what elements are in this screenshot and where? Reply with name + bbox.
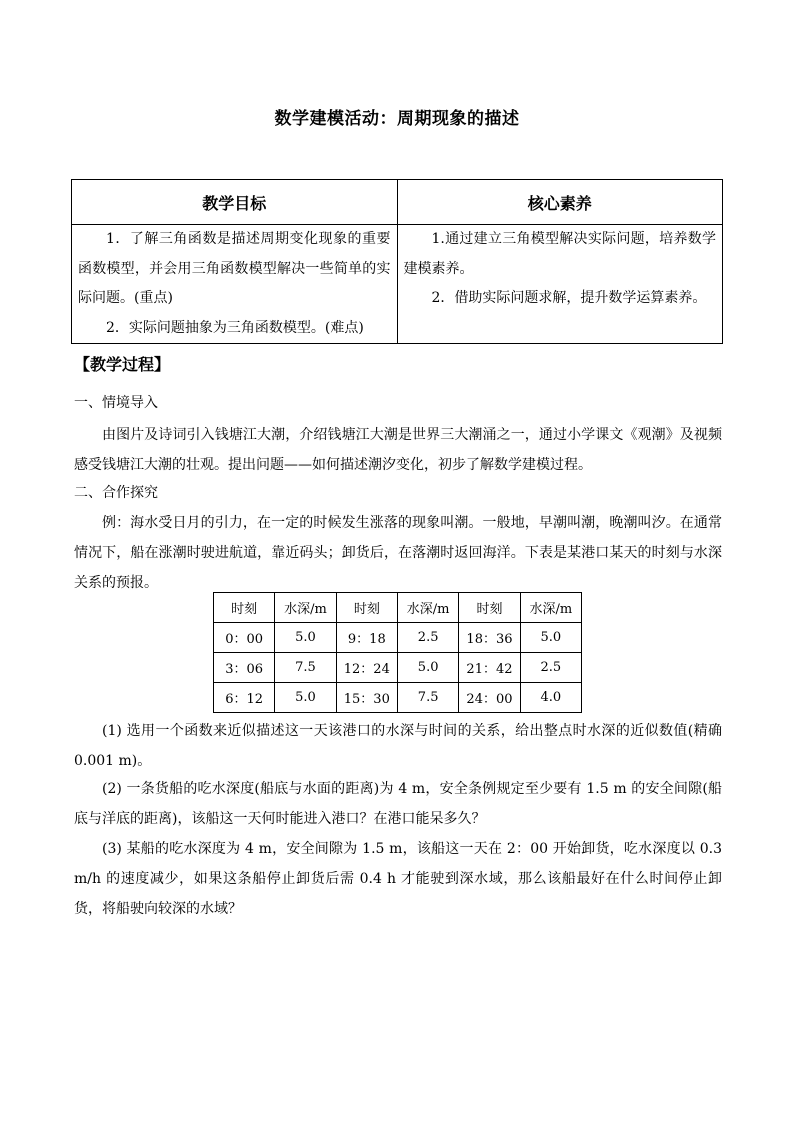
tide-cell: 7.5 bbox=[397, 683, 458, 713]
table-row bbox=[214, 623, 582, 653]
tide-cell: 9：18 bbox=[336, 623, 397, 653]
tide-header-cell: 水深/m bbox=[520, 593, 581, 623]
page-title: 数学建模活动：周期现象的描述 bbox=[274, 109, 520, 129]
tide-header-cell: 水深/m bbox=[275, 593, 336, 623]
tide-cell: 5.0 bbox=[275, 683, 336, 713]
teaching-goal-item: 2．实际问题抽象为三角函数模型。(难点) bbox=[106, 319, 364, 336]
goals-header-right: 核心素养 bbox=[397, 180, 723, 225]
tide-table bbox=[213, 592, 582, 713]
example-text: 例：海水受日月的引力，在一定的时候发生涨落的现象叫潮。一般地，早潮叫潮，晚潮叫汐。在通常情况下，船在涨潮时驶进航道，靠近码头；卸货后，在落潮时返回海洋。下表是某港口某天的时刻与水深关系的预报。 bbox=[74, 515, 722, 591]
teaching-goals-cell bbox=[72, 225, 398, 344]
tide-cell: 2.5 bbox=[520, 653, 581, 683]
core-literacy-item: 2．借助实际问题求解，提升数学运算素养。 bbox=[431, 290, 707, 306]
tide-cell: 15：30 bbox=[336, 683, 397, 713]
section1-text: 由图片及诗词引入钱塘江大潮，介绍钱塘江大潮是世界三大潮涌之一，通过小学课文《观潮》及视频感受钱塘江大潮的壮观。提出问题——如何描述潮汐变化，初步了解数学建模过程。 bbox=[74, 427, 722, 473]
tide-cell: 5.0 bbox=[520, 623, 581, 653]
tide-header-cell: 时刻 bbox=[214, 593, 275, 623]
core-literacy-item: 1.通过建立三角模型解决实际问题，培养数学建模素养。 bbox=[403, 231, 716, 277]
tide-cell: 24：00 bbox=[459, 683, 520, 713]
tide-header-cell: 时刻 bbox=[459, 593, 520, 623]
tide-header-cell: 水深/m bbox=[397, 593, 458, 623]
tide-cell: 7.5 bbox=[275, 653, 336, 683]
table-row bbox=[214, 683, 582, 713]
tide-cell: 5.0 bbox=[275, 623, 336, 653]
section1-heading: 一、情境导入 bbox=[74, 395, 158, 411]
tide-table-header-row bbox=[214, 593, 582, 623]
tide-cell: 18：36 bbox=[459, 623, 520, 653]
table-row bbox=[214, 653, 582, 683]
tide-cell: 12：24 bbox=[336, 653, 397, 683]
tide-cell: 21：42 bbox=[459, 653, 520, 683]
core-literacy-cell bbox=[397, 225, 723, 344]
tide-cell: 2.5 bbox=[397, 623, 458, 653]
tide-cell: 3：06 bbox=[214, 653, 275, 683]
process-heading: 【教学过程】 bbox=[74, 355, 171, 374]
question-1: (1) 选用一个函数来近似描述这一天该港口的水深与时间的关系，给出整点时水深的近似数值(精确 0.001 m)。 bbox=[74, 723, 722, 769]
goals-header-left: 教学目标 bbox=[72, 180, 398, 225]
tide-cell: 5.0 bbox=[397, 653, 458, 683]
tide-cell: 4.0 bbox=[520, 683, 581, 713]
goals-table bbox=[71, 179, 723, 344]
teaching-goal-item: 1．了解三角函数是描述周期变化现象的重要函数模型，并会用三角函数模型解决一些简单的实际问题。(重点) bbox=[78, 231, 391, 306]
question-3: (3) 某船的吃水深度为 4 m，安全间隙为 1.5 m，该船这一天在 2：00 开始卸货，吃水深度以 0.3 m/h 的速度减少，如果这条船停止卸货后需 0.4 h 才能驶到深水域，那么该船最好在什么时间停止卸货，将船驶向较深的水域？ bbox=[74, 841, 722, 917]
section2-heading: 二、合作探究 bbox=[74, 485, 158, 501]
question-2: (2) 一条货船的吃水深度(船底与水面的距离)为 4 m，安全条例规定至少要有 1.5 m 的安全间隙(船底与洋底的距离)，该船这一天何时能进入港口？在港口能呆多久？ bbox=[74, 781, 722, 827]
tide-cell: 0：00 bbox=[214, 623, 275, 653]
tide-cell: 6：12 bbox=[214, 683, 275, 713]
tide-header-cell: 时刻 bbox=[336, 593, 397, 623]
